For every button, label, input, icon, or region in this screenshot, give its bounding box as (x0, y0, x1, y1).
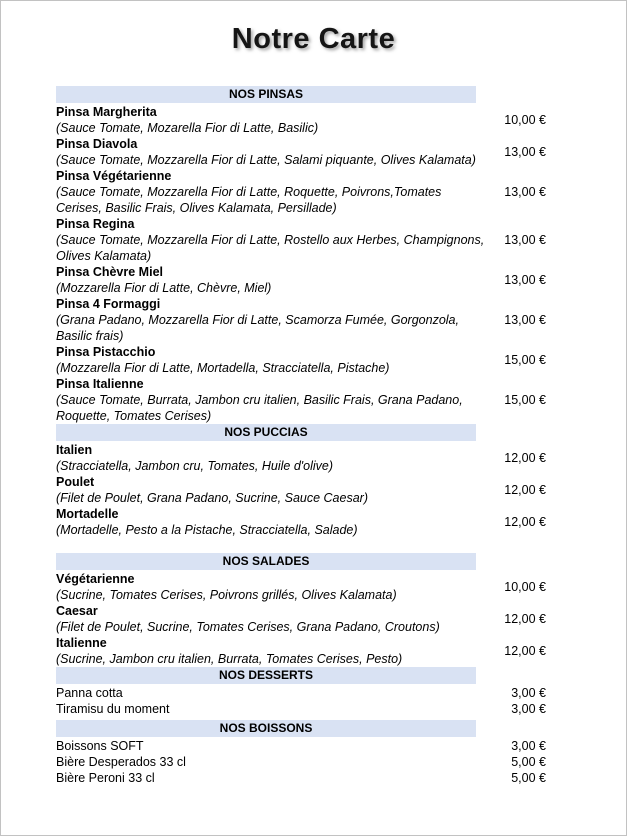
item-text (56, 474, 488, 506)
item-price: 12,00 € (504, 515, 546, 529)
item-price: 13,00 € (504, 313, 546, 327)
menu-item (56, 442, 546, 474)
item-price: 12,00 € (504, 644, 546, 658)
item-name: Pinsa Végétarienne (56, 169, 172, 183)
item-name: Poulet (56, 475, 95, 489)
item-name: Pinsa Pistacchio (56, 345, 156, 359)
item-name: Pinsa Chèvre Miel (56, 265, 163, 279)
menu-item (56, 264, 546, 296)
item-text (56, 635, 488, 667)
item-text (56, 442, 488, 474)
section-header: NOS PINSAS (56, 86, 476, 103)
menu-item (56, 474, 546, 506)
item-desc: (Sauce Tomate, Mozzarella Fior di Latte, Roquette, Poivrons,Tomates Cerises, Basilic Frais, Olives Kalamata, Persillade) (56, 185, 442, 215)
item-desc: (Sauce Tomate, Mozarella Fior di Latte, Basilic) (56, 121, 319, 135)
item-name: Italien (56, 443, 93, 457)
item-desc: (Sauce Tomate, Burrata, Jambon cru italien, Basilic Frais, Grana Padano, Roquette, Tomates Cerises) (56, 393, 463, 423)
page-title: Notre Carte (231, 23, 396, 55)
menu-section (56, 86, 546, 424)
item-name: Pinsa Regina (56, 217, 135, 231)
item-text (56, 104, 488, 136)
item-desc: (Sucrine, Jambon cru italien, Burrata, Tomates Cerises, Pesto) (56, 652, 403, 666)
menu-item (56, 296, 546, 344)
item-desc: (Sucrine, Tomates Cerises, Poivrons grillés, Olives Kalamata) (56, 588, 397, 602)
item-name: Tiramisu du moment (56, 702, 170, 716)
menu-item (56, 571, 546, 603)
menu-section (56, 553, 546, 667)
item-price: 12,00 € (504, 483, 546, 497)
item-name: Italienne (56, 636, 107, 650)
item-text (56, 754, 488, 770)
item-price: 5,00 € (511, 771, 546, 785)
item-name: Bière Desperados 33 cl (56, 755, 186, 769)
item-price: 5,00 € (511, 755, 546, 769)
menu-item (56, 104, 546, 136)
item-text (56, 168, 488, 216)
menu-item (56, 344, 546, 376)
section-header: NOS SALADES (56, 553, 476, 570)
item-text (56, 376, 488, 424)
item-text (56, 296, 488, 344)
item-price: 15,00 € (504, 353, 546, 367)
item-text (56, 264, 488, 296)
item-price: 15,00 € (504, 393, 546, 407)
menu-item (56, 168, 546, 216)
menu-item (56, 685, 546, 701)
item-price: 13,00 € (504, 233, 546, 247)
menu-item (56, 136, 546, 168)
item-desc: (Mozzarella Fior di Latte, Chèvre, Miel) (56, 281, 272, 295)
item-text (56, 506, 488, 538)
menu-item (56, 506, 546, 538)
section-header: NOS BOISSONS (56, 720, 476, 737)
menu-item (56, 701, 546, 717)
item-price: 13,00 € (504, 185, 546, 199)
item-price: 10,00 € (504, 113, 546, 127)
item-price: 3,00 € (511, 739, 546, 753)
item-text (56, 603, 488, 635)
item-text (56, 701, 488, 717)
menu-section (56, 720, 546, 786)
item-name: Végétarienne (56, 572, 135, 586)
item-price: 3,00 € (511, 702, 546, 716)
item-desc: (Sauce Tomate, Mozzarella Fior di Latte, Salami piquante, Olives Kalamata) (56, 153, 476, 167)
item-name: Pinsa Margherita (56, 105, 157, 119)
item-text (56, 685, 488, 701)
menu-sections (56, 86, 546, 786)
item-text (56, 738, 488, 754)
menu-section (56, 667, 546, 717)
item-name: Pinsa 4 Formaggi (56, 297, 161, 311)
item-text (56, 571, 488, 603)
item-desc: (Grana Padano, Mozzarella Fior di Latte, Scamorza Fumée, Gorgonzola, Basilic frais) (56, 313, 459, 343)
item-name: Bière Peroni 33 cl (56, 771, 155, 785)
item-price: 3,00 € (511, 686, 546, 700)
menu-item (56, 738, 546, 754)
item-name: Caesar (56, 604, 98, 618)
section-header: NOS PUCCIAS (56, 424, 476, 441)
item-name: Mortadelle (56, 507, 119, 521)
item-desc: (Filet de Poulet, Grana Padano, Sucrine, Sauce Caesar) (56, 491, 368, 505)
item-price: 13,00 € (504, 273, 546, 287)
item-name: Pinsa Italienne (56, 377, 144, 391)
section-header: NOS DESSERTS (56, 667, 476, 684)
item-price: 10,00 € (504, 580, 546, 594)
item-price: 13,00 € (504, 145, 546, 159)
item-name: Pinsa Diavola (56, 137, 138, 151)
menu-section (56, 424, 546, 538)
menu-item (56, 635, 546, 667)
item-text (56, 770, 488, 786)
menu-item (56, 754, 546, 770)
item-desc: (Filet de Poulet, Sucrine, Tomates Cerises, Grana Padano, Croutons) (56, 620, 440, 634)
item-desc: (Mozzarella Fior di Latte, Mortadella, Stracciatella, Pistache) (56, 361, 390, 375)
item-name: Boissons SOFT (56, 739, 144, 753)
item-name: Panna cotta (56, 686, 123, 700)
item-text (56, 136, 488, 168)
item-desc: (Sauce Tomate, Mozzarella Fior di Latte, Rostello aux Herbes, Champignons, Olives Kalamata) (56, 233, 485, 263)
item-desc: (Stracciatella, Jambon cru, Tomates, Huile d'olive) (56, 459, 334, 473)
item-text (56, 344, 488, 376)
menu-item (56, 770, 546, 786)
item-price: 12,00 € (504, 612, 546, 626)
item-desc: (Mortadelle, Pesto a la Pistache, Stracciatella, Salade) (56, 523, 358, 537)
menu-item (56, 376, 546, 424)
item-text (56, 216, 488, 264)
menu-item (56, 603, 546, 635)
item-price: 12,00 € (504, 451, 546, 465)
menu-item (56, 216, 546, 264)
